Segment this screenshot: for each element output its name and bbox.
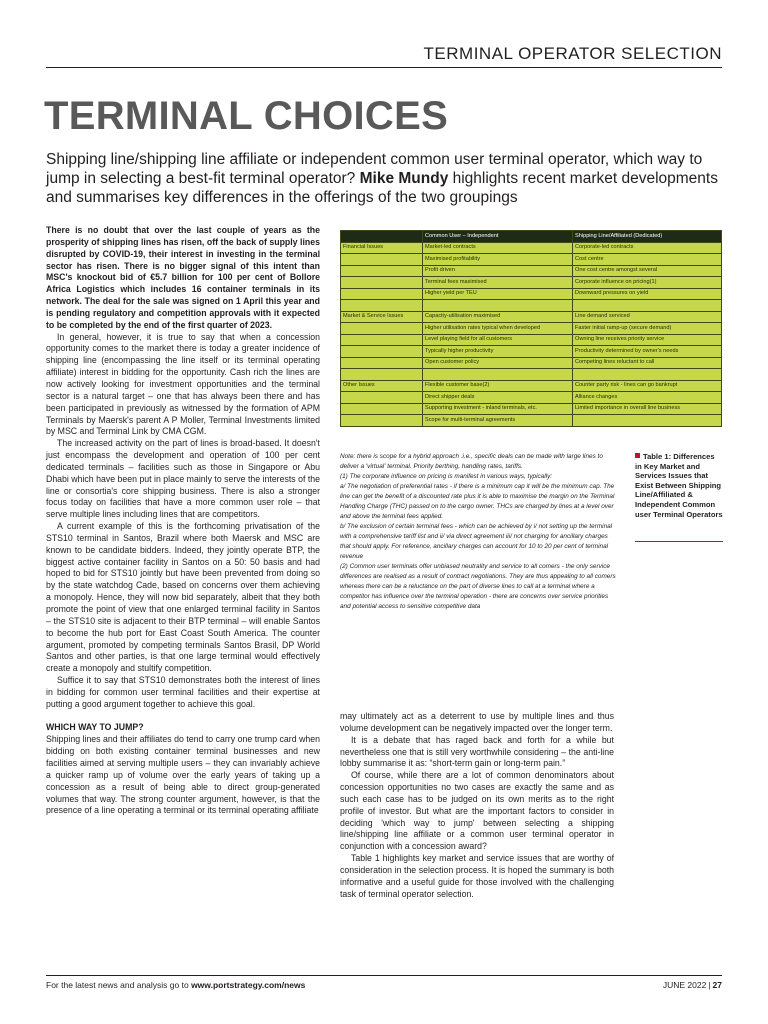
standfirst-intro: Shipping line/shipping line affiliate or independent common user terminal operator, which way to jump in selecting a best-fit terminal operator?: [46, 151, 703, 187]
body-paragraph: In general, however, it is true to say that when a concession opportunity comes to the market there is today a greater incidence of shipping line (encompassing the line itself or its terminal operating affiliate) interest in bidding for the opportunity. Cash rich the lines are now actively looking for investment opportunities and the terminal sector is a natural target – one that has always been there and has been participated in previously as witnessed by the formation of APM Terminals by Maersk's parent A P Moller, Terminal Investments limited by MSC and Terminal Link by CMA CGM.: [46, 331, 320, 437]
table-cell: Terminal fees maximised: [423, 277, 573, 289]
standfirst-outro: highlights recent market developments and summarises key differences in the offerings of the two groupings: [46, 170, 718, 206]
table-cell: Typically higher productivity: [423, 346, 573, 358]
header-rule: [46, 67, 722, 68]
table-row: [341, 380, 722, 392]
caption-marker-icon: [635, 453, 640, 458]
table-cell: [573, 300, 722, 312]
table-cell: Scope for multi-terminal agreements: [423, 415, 573, 427]
body-paragraph: It is a debate that has raged back and forth for a while but nevertheless one that is still very worthwhile considering – the anti-line lobby summarise it as: “short-term gain or long-term pain.”: [340, 734, 614, 769]
table-cell: Open customer policy: [423, 357, 573, 369]
table-cell: Corporate-led contracts: [573, 242, 722, 254]
comparison-table: [340, 230, 722, 427]
table-row: [341, 357, 722, 369]
table-cell: One cost centre amongst several: [573, 265, 722, 277]
table-cell: [341, 415, 423, 427]
table-notes: [340, 452, 616, 612]
body-paragraph: Suffice it to say that STS10 demonstrates both the interest of lines in bidding for common user terminal facilities and their expertise at putting a good argument together to achieve this goal.: [46, 675, 320, 709]
table-row: [341, 265, 722, 277]
table-row: [341, 311, 722, 323]
table-header-row: [341, 231, 722, 243]
table-row: [341, 254, 722, 266]
body-paragraph: The increased activity on the part of lines is broad-based. It doesn't just encompass the development and operation of 100 per cent dedicated terminals – facilities such as those in Singapore or Abu Dhabi which have been put in place mainly to serve the interests of the line or consortia's core shipping business. There is also a stronger focus today on facilities that have a more common user role – that serve multiple lines including lines that are competitors.: [46, 438, 320, 520]
footer-rule: [46, 975, 722, 976]
table-cell: Market & Service Issues: [341, 311, 423, 323]
note-line: (1) The corporate influence on pricing is manifest in various ways, typically:: [340, 473, 553, 480]
note-line: Note: there is scope for a hybrid approach .i.e., specific deals can be made with large lines to deliver a 'virtual' terminal. Priority berthing, handling rates, tariffs.: [340, 453, 603, 470]
footer-link[interactable]: www.portstrategy.com/news: [191, 980, 306, 990]
table-cell: Counter party risk - lines can go bankrupt: [573, 380, 722, 392]
table-cell: [341, 369, 423, 381]
table-row: [341, 242, 722, 254]
article-column-right: [340, 711, 614, 901]
table-cell: Alliance changes: [573, 392, 722, 404]
table-row: [341, 288, 722, 300]
table-cell: Cost centre: [573, 254, 722, 266]
table-cell: Supporting investment - inland terminals, etc.: [423, 403, 573, 415]
table-cell: [341, 403, 423, 415]
footer-text: For the latest news and analysis go to: [46, 980, 192, 990]
table-cell: [341, 392, 423, 404]
note-line: b/ The exclusion of certain terminal fees - which can be achieved by i/ not setting up the terminal with a comprehensive tariff list and ii/ via direct agreement iii/ not charging for ancillary charges that should apply. For reference, ancillary charges can account for 10 to 20 per cent of terminal revenue: [340, 523, 613, 560]
table-cell: [423, 300, 573, 312]
table-cell: Level playing field for all customers: [423, 334, 573, 346]
body-paragraph: may ultimately act as a deterrent to use by multiple lines and thus volume development can be negatively impacted over the longer term.: [340, 711, 614, 733]
table-header-cell: Common User – Independent: [423, 231, 573, 243]
table-cell: Downward pressures on yield: [573, 288, 722, 300]
section-header: TERMINAL OPERATOR SELECTION: [423, 44, 722, 63]
table-cell: Capacity-utilisation maximised: [423, 311, 573, 323]
table-cell: [341, 288, 423, 300]
table-row: [341, 300, 722, 312]
table-cell: [341, 265, 423, 277]
lead-paragraph: There is no doubt that over the last couple of years as the prosperity of shipping lines has risen, off the back of supply lines disrupted by COVID-19, their interest in investing in the terminal sector has risen. There is no bigger signal of this intent than MSC's knockout bid of €5.7 billion for 100 per cent of Bollore Africa Logistics which includes 16 container terminals in its network. The deal for the sale was signed on 1 April this year and is pending regulatory and competition approvals with it expected to be completed by the end of the first quarter of 2023.: [46, 225, 320, 330]
table-cell: [423, 369, 573, 381]
article-title: TERMINAL CHOICES: [44, 94, 449, 138]
table-cell: Competing lines reluctant to call: [573, 357, 722, 369]
table-cell: [341, 334, 423, 346]
table-cell: Higher utilisation rates typical when developed: [423, 323, 573, 335]
note-line: a/ The negotiation of preferential rates - if there is a minimum cap it will be the minimum cap. The line can get the benefit of a discounted rate plus it is able to maximise the margin on the Terminal Handling Charge (THC) passed on to the cargo owner. THCs are charged by lines at a level over and above the terminal fees applied.: [340, 483, 615, 520]
subheading: WHICH WAY TO JUMP?: [46, 722, 144, 733]
author-name: Mike Mundy: [359, 170, 449, 187]
table-cell: [573, 415, 722, 427]
table-cell: Financial Issues: [341, 242, 423, 254]
table-cell: Limited importance in overall line business: [573, 403, 722, 415]
body-paragraph: Table 1 highlights key market and service issues that are worthy of consideration in the selection process. It is hoped the summary is both informative and a useful guide for those involved with the challenging task of terminal operator selection.: [340, 853, 614, 899]
table-cell: Faster initial ramp-up (secure demand): [573, 323, 722, 335]
body-paragraph: Of course, while there are a lot of common denominators about concession opportunities no two cases are exactly the same and as such each case has to be judged on its own merits as to the right profile of investor. But what are the important factors to consider in deciding 'which way to jump' between selecting a shipping line/shipping line affiliate or a common user terminal operator in conjunction with a concession award?: [340, 770, 614, 852]
standfirst: [46, 150, 726, 207]
caption-rule: [635, 541, 723, 542]
table-cell: Higher yield per TEU: [423, 288, 573, 300]
table-cell: Line demand serviced: [573, 311, 722, 323]
page-number: 27: [712, 980, 722, 990]
table-row: [341, 346, 722, 358]
table-cell: Flexible customer base(2): [423, 380, 573, 392]
table-cell: [341, 323, 423, 335]
table-cell: [573, 369, 722, 381]
article-column-left: [46, 225, 320, 817]
table-cell: Profit driven: [423, 265, 573, 277]
footer-promo: [46, 980, 305, 990]
table-cell: [341, 357, 423, 369]
table-header-cell: Shipping Line/Affiliated (Dedicated): [573, 231, 722, 243]
footer-page-info: [600, 980, 722, 990]
body-paragraph: Shipping lines and their affiliates do tend to carry one trump card when bidding on both existing container terminal businesses and new facilities aimed at serving multiple users – they can invariably achieve a quicker ramp up of volume over the early years of taking up a concession as a result of being able to direct group-generated volumes that way. The strong counter argument, however, is that the presence of a line operating a terminal or its terminal operating affiliate: [46, 734, 320, 816]
table-header-cell: [341, 231, 423, 243]
table-row: [341, 392, 722, 404]
caption-text: Table 1: Differences in Key Market and Services Issues that Exist Between Shipping Line/Affiliated & Independent Common user Terminal Operators: [635, 452, 723, 519]
table-cell: [341, 300, 423, 312]
table-cell: Maximised profitability: [423, 254, 573, 266]
table-row: [341, 403, 722, 415]
table-caption: [635, 452, 723, 519]
footer-separator: |: [708, 980, 711, 990]
table-row: [341, 369, 722, 381]
table-row: [341, 277, 722, 289]
table-cell: Other Issues: [341, 380, 423, 392]
issue-date: JUNE 2022: [662, 980, 707, 990]
body-paragraph: A current example of this is the forthcoming privatisation of the STS10 terminal in Santos, Brazil where both Maersk and MSC are known to be candidate bidders. Indeed, they jointly operate BTP, the biggest active container facility in Santos on a 50: 50 basis and had hoped to bid for STS10 jointly but have been prevented from doing so by the state watchdog Cade, based on concerns over them achieving a monopoly. Hence, they will now bid separately, albeit that they both promote the point of view that one enlarged terminal facility in Santos – the STS10 site is adjacent to their BTP terminal – will enable Santos to become the hub port for East Coast South America. The counter argument, promoted by competing terminals Santos Brasil, DP World Santos and other parties, is that one large terminal would effectively create a monopoly and stultify competition.: [46, 521, 320, 674]
table-cell: Owning line receives priority service: [573, 334, 722, 346]
table-row: [341, 415, 722, 427]
table-cell: [341, 254, 423, 266]
table-cell: Market-led contracts: [423, 242, 573, 254]
table-row: [341, 323, 722, 335]
table-row: [341, 334, 722, 346]
table-cell: Direct shipper deals: [423, 392, 573, 404]
table-cell: [341, 346, 423, 358]
table-cell: Productivity determined by owner's needs: [573, 346, 722, 358]
note-line: (2) Common user terminals offer unbiased neutrality and service to all comers - the only service differences are realised as a result of contract negotiations. They are thus appealing to all comers whereas there can be a reluctance on the part of diverse lines to call at a terminal where a competitor has influence over the terminal operation - there are concerns over service priorities and potential access to sensitive competitive data: [340, 563, 616, 610]
table-cell: Corporate influence on pricing(1): [573, 277, 722, 289]
table-cell: [341, 277, 423, 289]
